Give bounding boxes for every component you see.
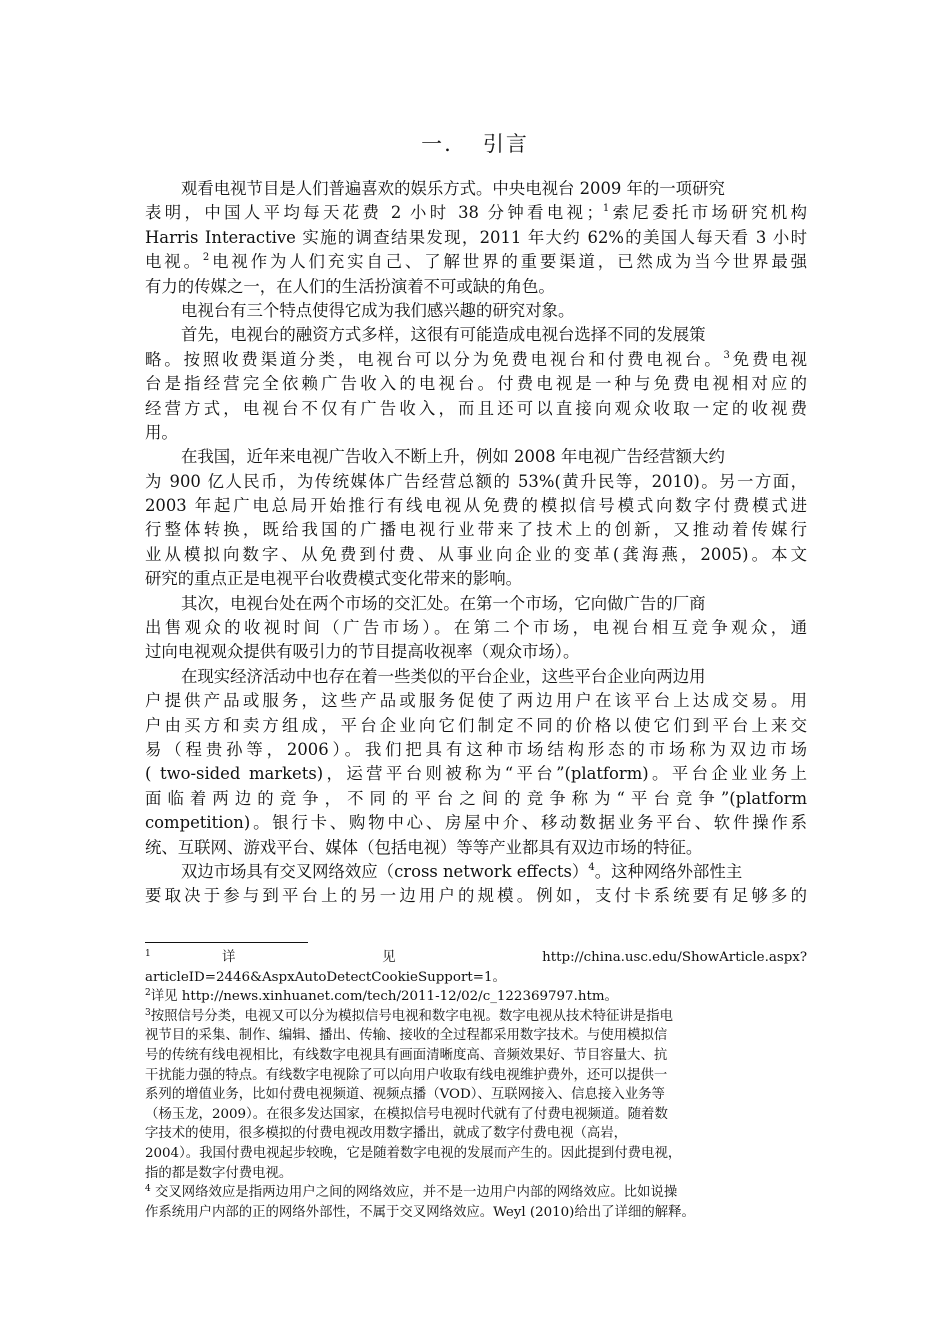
text-line bbox=[145, 860, 807, 884]
text-line bbox=[145, 543, 807, 567]
line-text: Harris Interactive 实施的调查结果发现，2011 年大约 62%的美国人每天看 3 小时 bbox=[145, 227, 807, 247]
footnote-separator bbox=[145, 942, 308, 943]
footnote-text: 干扰能力强的特点。有线数字电视除了可以向用户收取有线电视维护费外，还可以提供一 bbox=[145, 1067, 668, 1083]
line-text: 易（程贵孙等，2006）。我们把具有这种市场结构形态的市场称为双边市场 bbox=[145, 739, 807, 759]
footnote-number: 3 bbox=[145, 1007, 151, 1018]
line-text: 在我国，近年来电视广告收入不断上升，例如 2008 年电视广告经营额大约 bbox=[181, 447, 725, 467]
text-line bbox=[145, 714, 807, 738]
line-text: 其次，电视台处在两个市场的交汇处。在第一个市场，它向做广告的厂商 bbox=[181, 593, 706, 613]
text-line bbox=[145, 884, 807, 908]
footnote-text: 视节目的采集、制作、编辑、播出、传输、接收的全过程都采用数字技术。与使用模拟信 bbox=[145, 1028, 668, 1044]
footnote-line bbox=[145, 1124, 807, 1144]
footnote-marker[interactable]: 1 bbox=[602, 203, 610, 215]
footnote-line bbox=[145, 1183, 807, 1203]
line-text: 略。按照收费渠道分类，电视台可以分为免费电视台和付费电视台。 bbox=[145, 349, 724, 369]
text-line bbox=[145, 689, 807, 713]
footnote-number: 4 bbox=[145, 1184, 151, 1195]
footnote-line bbox=[145, 1164, 807, 1184]
line-text: 电视台有三个特点使得它成为我们感兴趣的研究对象。 bbox=[181, 300, 575, 320]
line-text: ( two-sided markets)，运营平台则被称为“平台”(platform)。平台企业业务上 bbox=[145, 764, 807, 784]
line-text: 观看电视节目是人们普遍喜欢的娱乐方式。中央电视台 2009 年的一项研究 bbox=[181, 179, 725, 198]
footnote-marker[interactable]: 4 bbox=[588, 861, 595, 873]
footnote-text: （杨玉龙，2009）。在很多发达国家，在模拟信号电视时代就有了付费电视频道。随着数 bbox=[145, 1106, 668, 1122]
footnote-line bbox=[145, 1046, 807, 1066]
line-text: 经营方式，电视台不仅有广告收入，而且还可以直接向观众收取一定的收视费 bbox=[145, 398, 807, 418]
footnote-line bbox=[145, 987, 807, 1007]
footnote-line bbox=[145, 1144, 807, 1164]
line-text: 研究的重点正是电视平台收费模式变化带来的影响。 bbox=[145, 569, 522, 589]
line-text: 电视。 bbox=[145, 252, 203, 272]
text-line bbox=[145, 226, 807, 250]
line-text: 免费电视 bbox=[729, 349, 808, 369]
line-text: 过向电视观众提供有吸引力的节目提高收视率（观众市场）。 bbox=[145, 642, 580, 662]
text-line bbox=[145, 470, 807, 494]
footnote-text: 详 见 http://china.usc.edu/ShowArticle.aspx? bbox=[150, 950, 807, 965]
line-text: 出售观众的收视时间（广告市场）。在第二个市场，电视台相互竞争观众，通 bbox=[145, 618, 807, 638]
footnotes bbox=[145, 948, 807, 1222]
line-text: 在现实经济活动中也存在着一些类似的平台企业，这些平台企业向两边用 bbox=[181, 666, 706, 686]
line-text: 统、互联网、游戏平台、媒体（包括电视）等等产业都具有双边市场的特征。 bbox=[145, 837, 703, 857]
text-line bbox=[145, 275, 807, 299]
section-heading bbox=[0, 128, 950, 158]
footnote-text: 字技术的使用，很多模拟的付费电视改用数字播出，就成了数字付费电视（高岩， bbox=[145, 1126, 628, 1142]
footnote-line bbox=[145, 1007, 807, 1027]
footnote-line bbox=[145, 1026, 807, 1046]
line-text: 。这种网络外部性主 bbox=[594, 861, 743, 881]
line-text: 面临着两边的竞争，不同的平台之间的竞争称为“平台竞争”(platform bbox=[145, 788, 807, 808]
line-text: 用。 bbox=[145, 422, 178, 442]
text-line bbox=[145, 616, 807, 640]
footnote-line bbox=[145, 1203, 807, 1223]
line-text: 双边市场具有交叉网络效应（cross network effects） bbox=[181, 861, 589, 881]
text-line bbox=[145, 397, 807, 421]
footnote-line bbox=[145, 1105, 807, 1125]
text-line bbox=[145, 836, 807, 860]
footnote-number: 1 bbox=[145, 949, 151, 959]
text-line bbox=[145, 250, 807, 274]
text-line bbox=[145, 348, 807, 372]
footnote-line bbox=[145, 968, 807, 988]
line-text: 行整体转换，既给我国的广播电视行业带来了技术上的创新，又推动着传媒行 bbox=[145, 520, 807, 540]
line-text: 有力的传媒之一，在人们的生活扮演着不可或缺的角色。 bbox=[145, 276, 555, 296]
text-line bbox=[145, 787, 807, 811]
footnote-text: 2004）。我国付费电视起步较晚，它是随着数字电视的发展而产生的。因此提到付费电视， bbox=[145, 1145, 682, 1161]
text-line bbox=[145, 445, 807, 469]
footnote-text: 按照信号分类，电视又可以分为模拟信号电视和数字电视。数字电视从技术特征讲是指电 bbox=[150, 1008, 673, 1024]
section-number: 一. bbox=[421, 132, 453, 156]
footnote-text: 系列的增值业务，比如付费电视频道、视频点播（VOD）、互联网接入、信息接入业务等 bbox=[145, 1087, 665, 1103]
text-line bbox=[145, 518, 807, 542]
text-line bbox=[145, 372, 807, 396]
footnote-line bbox=[145, 948, 807, 968]
line-text: 2003 年起广电总局开始推行有线电视从免费的模拟信号模式向数字付费模式进 bbox=[145, 496, 807, 516]
footnote-number: 2 bbox=[145, 988, 151, 999]
line-text: 为 900 亿人民币，为传统媒体广告经营总额的 53%(黄升民等，2010)。另一方面， bbox=[145, 471, 807, 491]
line-text: 户提供产品或服务，这些产品或服务促使了两边用户在该平台上达成交易。用 bbox=[145, 691, 807, 711]
footnote-text: 号的传统有线电视相比，有线数字电视具有画面清晰度高、音频效果好、节目容量大、抗 bbox=[145, 1047, 668, 1063]
footnote-marker[interactable]: 3 bbox=[723, 349, 730, 361]
footnote-line bbox=[145, 1085, 807, 1105]
footnote-text: 交叉网络效应是指两边用户之间的网络效应，并不是一边用户内部的网络效应。比如说操 bbox=[150, 1185, 678, 1201]
line-text: 户由买方和卖方组成，平台企业向它们制定不同的价格以使它们到平台上来交 bbox=[145, 715, 807, 735]
line-text: 业从模拟向数字、从免费到付费、从事业向企业的变革(龚海燕，2005)。本文 bbox=[145, 544, 807, 564]
text-line bbox=[145, 640, 807, 664]
line-text: 要取决于参与到平台上的另一边用户的规模。例如，支付卡系统要有足够多的 bbox=[145, 886, 807, 906]
text-line bbox=[145, 421, 807, 445]
line-text: competition)。银行卡、购物中心、房屋中介、移动数据业务平台、软件操作系 bbox=[145, 813, 807, 833]
section-title: 引言 bbox=[482, 132, 529, 156]
line-text: 电视作为人们充实自己、了解世界的重要渠道，已然成为当今世界最强 bbox=[209, 252, 808, 272]
text-line bbox=[145, 738, 807, 762]
footnote-marker[interactable]: 2 bbox=[202, 252, 210, 264]
line-text: 台是指经营完全依赖广告收入的电视台。付费电视是一种与免费电视相对应的 bbox=[145, 374, 807, 394]
line-text: 首先，电视台的融资方式多样，这很有可能造成电视台选择不同的发展策 bbox=[181, 325, 706, 345]
text-line bbox=[145, 665, 807, 689]
text-line bbox=[145, 811, 807, 835]
line-text: 表明，中国人平均每天花费 2 小时 38 分钟看电视； bbox=[145, 203, 603, 223]
text-line bbox=[145, 299, 807, 323]
line-text: 索尼委托市场研究机构 bbox=[609, 203, 808, 223]
text-line bbox=[145, 592, 807, 616]
footnote-text: 详见 http://news.xinhuanet.com/tech/2011-12/02/c_122369797.htm。 bbox=[150, 989, 618, 1005]
footnote-text: 作系统用户内部的正的网络外部性，不属于交叉网络效应。Weyl (2010)给出了详细的解释。 bbox=[145, 1204, 695, 1220]
text-line bbox=[145, 201, 807, 225]
footnote-text: 指的都是数字付费电视。 bbox=[145, 1165, 293, 1181]
footnote-line bbox=[145, 1066, 807, 1086]
text-line bbox=[145, 762, 807, 786]
text-line bbox=[145, 323, 807, 347]
text-line bbox=[145, 177, 807, 201]
text-line bbox=[145, 494, 807, 518]
body-text bbox=[145, 177, 807, 909]
footnote-text: articleID=2446&AspxAutoDetectCookieSupport=1。 bbox=[145, 969, 506, 985]
text-line bbox=[145, 567, 807, 591]
